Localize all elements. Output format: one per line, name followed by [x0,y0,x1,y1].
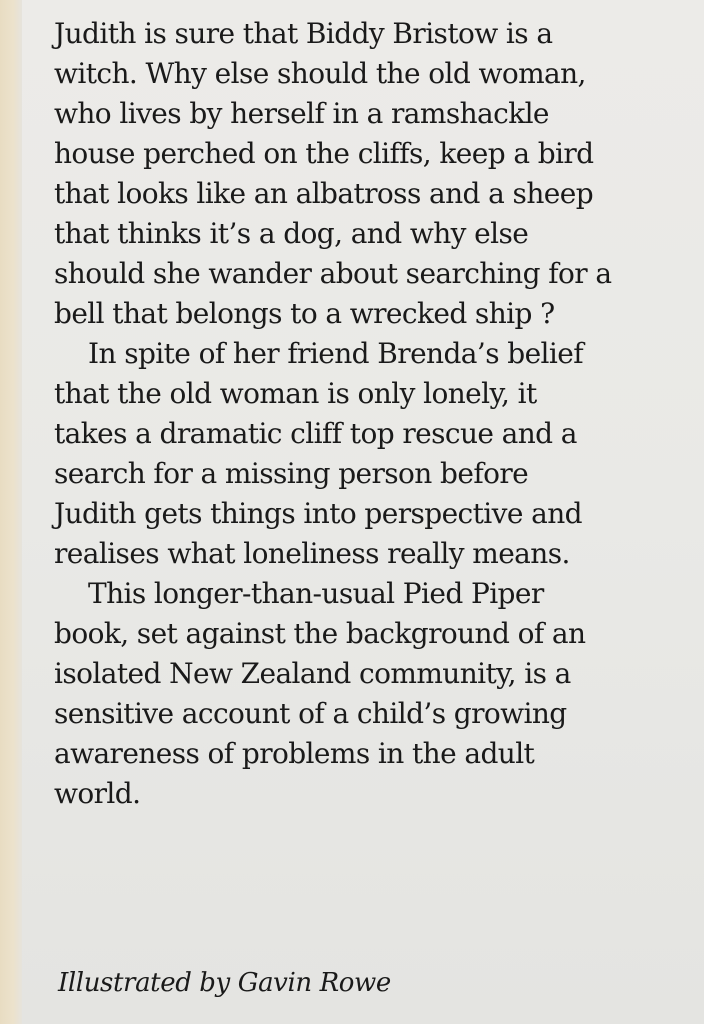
blurb-line: should she wander about searching for a [54,257,612,290]
blurb-paragraph-1 [54,14,704,334]
blurb-line: realises what loneliness really means. [54,537,570,570]
spine-edge [0,0,22,1024]
blurb-line: Judith is sure that Biddy Bristow is a [54,17,553,50]
blurb-line: witch. Why else should the old woman, [54,57,586,90]
blurb-line: that the old woman is only lonely, it [54,377,537,410]
blurb-line: bell that belongs to a wrecked ship ? [54,297,555,330]
blurb-line: isolated New Zealand community, is a [54,657,571,690]
blurb-line: that thinks it’s a dog, and why else [54,217,529,250]
blurb-line: book, set against the background of an [54,617,586,650]
blurb-line: world. [54,777,141,810]
blurb-paragraph-2 [54,334,704,574]
blurb-line: This longer-than-usual Pied Piper [88,577,544,610]
blurb-line: search for a missing person before [54,457,529,490]
blurb-line: that looks like an albatross and a sheep [54,177,594,210]
book-blurb [54,14,704,814]
blurb-line: who lives by herself in a ramshackle [54,97,549,130]
blurb-line: awareness of problems in the adult [54,737,535,770]
blurb-line: In spite of her friend Brenda’s belief [88,337,583,370]
blurb-line: takes a dramatic cliff top rescue and a [54,417,577,450]
illustrator-credit: Illustrated by Gavin Rowe [58,968,391,998]
back-cover-page [22,0,704,1024]
blurb-line: house perched on the cliffs, keep a bird [54,137,594,170]
blurb-paragraph-3 [54,574,704,814]
blurb-line: sensitive account of a child’s growing [54,697,567,730]
blurb-line: Judith gets things into perspective and [54,497,582,530]
